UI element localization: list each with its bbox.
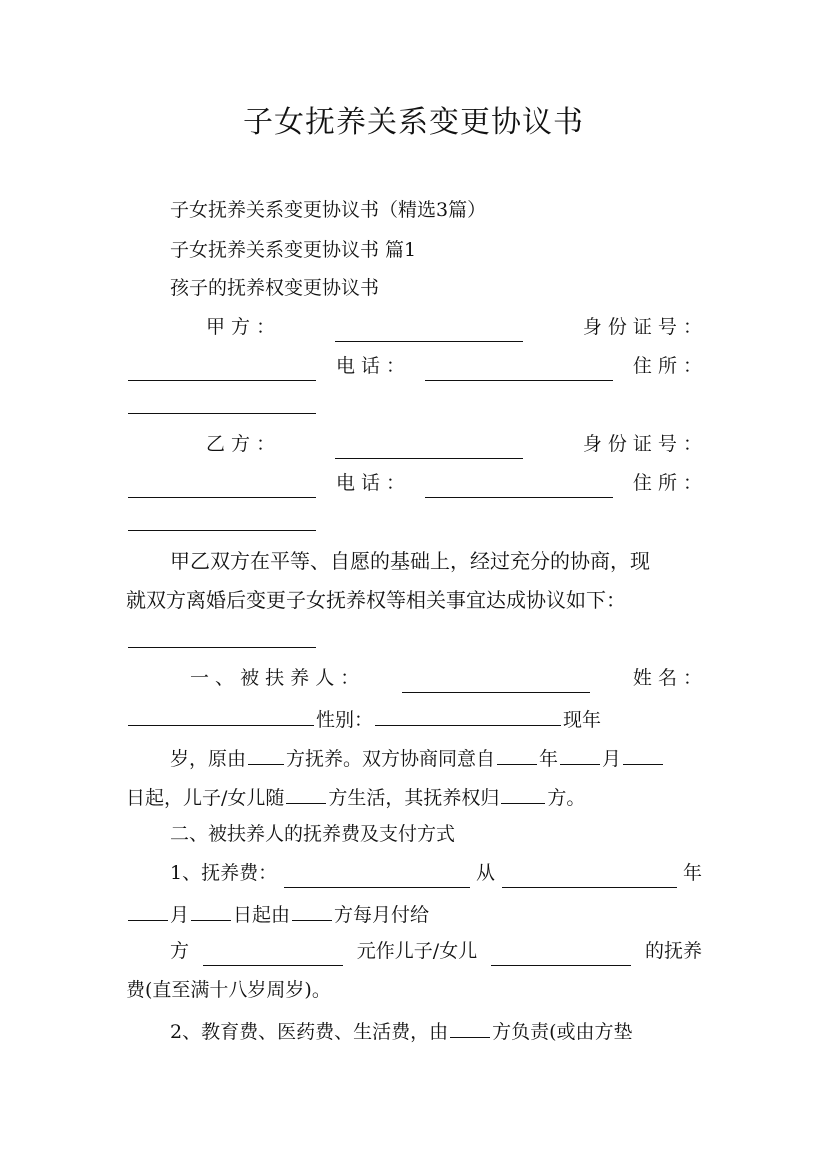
payment-month-label: 月 xyxy=(170,904,190,926)
custody-text-2: 方生活，其抚养权归 xyxy=(328,787,500,809)
gender-blank xyxy=(375,697,561,726)
party-b-address-label: 住 所 ： xyxy=(632,472,702,494)
party-b-id-blank xyxy=(128,469,316,498)
month-label: 月 xyxy=(602,748,622,770)
party-a-id-blank xyxy=(128,352,316,381)
payment-start-line xyxy=(126,892,702,932)
original-party-blank xyxy=(248,736,284,765)
start-day-blank xyxy=(623,736,663,765)
subtitle-line: 子女抚养关系变更协议书（精选3篇） xyxy=(170,199,487,221)
dependant-line xyxy=(190,658,702,698)
start-month-blank xyxy=(560,736,600,765)
amount-blank xyxy=(203,937,343,966)
dependant-label: 一 、 被 扶 养 人 ： xyxy=(190,667,360,689)
party-b-label: 乙 方 ： xyxy=(206,433,276,455)
until-adult-line: 费(直至满十八岁周岁)。 xyxy=(126,979,331,1001)
payer-blank xyxy=(292,892,332,921)
dependant-blank xyxy=(402,664,590,693)
from-year-blank xyxy=(502,859,677,888)
payment-month-blank xyxy=(128,892,168,921)
party-b-phone-label: 电 话 ： xyxy=(335,472,406,494)
custody-text-1: 日起，儿子/女儿随 xyxy=(126,787,285,809)
party-a-label: 甲 方 ： xyxy=(206,316,276,338)
intro-line-1: 甲乙双方在平等、自愿的基础上，经过充分的协商，现 xyxy=(170,549,650,573)
support-fee-label: 1、抚养费： xyxy=(170,862,278,884)
expenses-text-2: 方负责(或由方垫 xyxy=(492,1021,633,1043)
age-text-1: 岁，原由 xyxy=(170,748,247,770)
expenses-party-blank xyxy=(450,1009,490,1038)
party-a-address-line xyxy=(126,385,702,425)
document-title: 子女抚养关系变更协议书 xyxy=(243,105,584,140)
support-fee-blank xyxy=(284,859,470,888)
party-b-line xyxy=(206,424,702,464)
payment-text: 方每月付给 xyxy=(334,904,430,926)
now-year-label: 现年 xyxy=(563,709,602,731)
custody-text-3: 方。 xyxy=(547,787,586,809)
party-a-id-label: 身 份 证 号 ： xyxy=(582,316,702,338)
party-b-address-line xyxy=(126,502,702,542)
support-text: 的抚养 xyxy=(644,940,702,962)
year-label: 年 xyxy=(539,748,559,770)
party-b-address-blank xyxy=(128,502,316,531)
agreement-heading: 孩子的抚养权变更协议书 xyxy=(170,277,380,299)
payment-day-label: 日起由 xyxy=(233,904,291,926)
party-a-name-blank xyxy=(335,313,523,342)
section-heading: 子女抚养关系变更协议书 篇1 xyxy=(170,239,417,261)
section-2-heading: 二、被扶养人的抚养费及支付方式 xyxy=(170,823,456,845)
custody-line xyxy=(126,775,702,815)
party-a-contact-line xyxy=(126,346,702,386)
gender-label: 性别： xyxy=(316,709,374,731)
gender-line xyxy=(126,697,702,737)
from-label: 从 xyxy=(476,862,496,884)
amount-text: 元作儿子/女儿 xyxy=(356,940,478,962)
payment-amount-line xyxy=(170,931,702,971)
custody-party-blank xyxy=(286,775,326,804)
expenses-text-1: 2、教育费、医药费、生活费，由 xyxy=(170,1021,449,1043)
payment-day-blank xyxy=(191,892,231,921)
party-b-phone-blank xyxy=(425,469,613,498)
age-text-2: 方抚养。双方协商同意自 xyxy=(286,748,496,770)
intro-line-2: 就双方离婚后变更子女抚养权等相关事宜达成协议如下： xyxy=(126,588,626,612)
party-b-name-blank xyxy=(335,430,523,459)
party-b-contact-line xyxy=(126,463,702,503)
custody-right-blank xyxy=(501,775,545,804)
support-fee-line xyxy=(170,853,702,893)
fee-year-label: 年 xyxy=(682,862,702,884)
payee-label: 方 xyxy=(170,940,190,962)
party-a-line xyxy=(206,307,702,347)
intro-blank xyxy=(128,619,316,648)
start-year-blank xyxy=(497,736,537,765)
intro-blank-line xyxy=(126,619,702,659)
party-a-phone-label: 电 话 ： xyxy=(335,355,406,377)
party-b-id-label: 身 份 证 号 ： xyxy=(582,433,702,455)
child-blank xyxy=(491,937,631,966)
expenses-line xyxy=(170,1009,702,1049)
name-label: 姓 名 ： xyxy=(632,667,702,689)
party-a-address-blank xyxy=(128,385,316,414)
party-a-phone-blank xyxy=(425,352,613,381)
party-a-address-label: 住 所 ： xyxy=(632,355,702,377)
age-line xyxy=(170,736,702,776)
name-blank xyxy=(128,697,314,726)
